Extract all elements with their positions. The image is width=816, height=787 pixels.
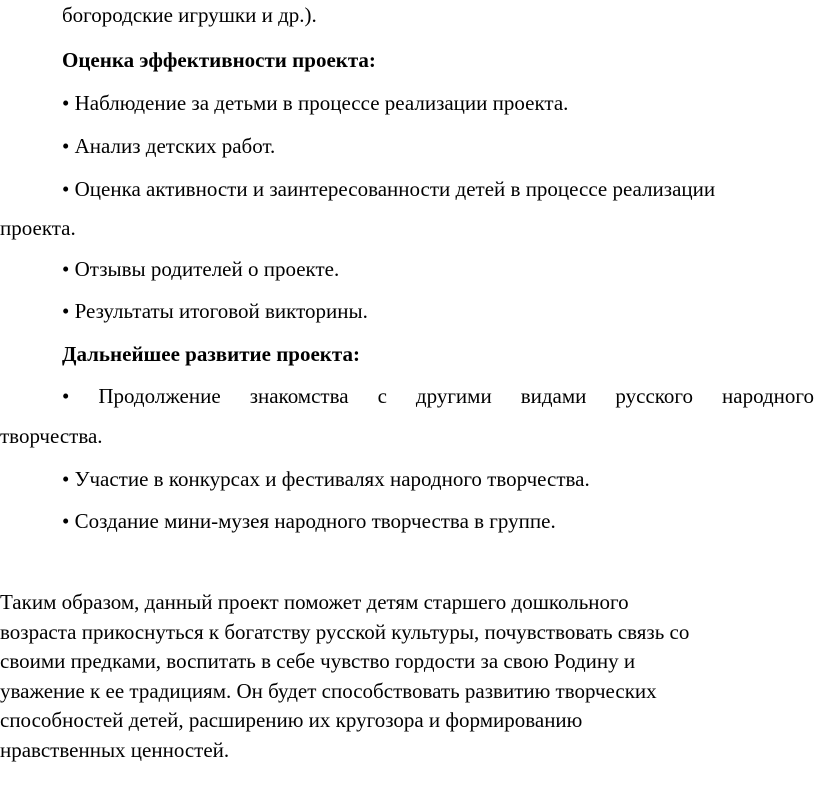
development-item: • Создание мини-музея народного творчества в группе. (62, 509, 556, 533)
word: видами (520, 384, 587, 408)
conclusion-line: своими предками, воспитать в себе чувство гордости за свою Родину и (0, 649, 636, 673)
evaluation-item: • Анализ детских работ. (62, 134, 276, 158)
word: народного (722, 384, 814, 408)
conclusion-line: возраста прикоснуться к богатству русской культуры, почувствовать связь со (0, 619, 690, 644)
conclusion-line: нравственных ценностей. (0, 737, 230, 762)
development-heading: Дальнейшее развитие проекта: (62, 342, 360, 366)
word: знакомства (249, 384, 349, 408)
intro-tail-line: богородские игрушки и др.). (62, 3, 317, 27)
conclusion-line: уважение к ее традициям. Он будет способствовать развитию творческих (0, 678, 657, 703)
conclusion-line: Таким образом, данный проект поможет детям старшего дошкольного (0, 590, 629, 614)
evaluation-item: • Наблюдение за детьми в процессе реализации проекта. (62, 91, 569, 115)
development-item-justified (62, 383, 814, 409)
evaluation-item: • Отзывы родителей о проекте. (62, 257, 340, 281)
evaluation-item-continuation: проекта. (0, 216, 76, 240)
conclusion-paragraph (0, 588, 816, 765)
development-item: • Участие в конкурсах и фестивалях народного творчества. (62, 467, 590, 491)
evaluation-item: • Оценка активности и заинтересованности детей в процессе реализации (62, 177, 716, 201)
development-item-continuation: творчества. (0, 424, 103, 448)
word: другими (415, 384, 492, 408)
word: с (377, 384, 387, 408)
word: Продолжение (98, 384, 221, 408)
evaluation-heading: Оценка эффективности проекта: (62, 48, 376, 72)
word: русского (615, 384, 694, 408)
evaluation-item: • Результаты итоговой викторины. (62, 299, 368, 323)
conclusion-line: способностей детей, расширению их кругозора и формированию (0, 708, 583, 732)
word: • (62, 384, 70, 408)
